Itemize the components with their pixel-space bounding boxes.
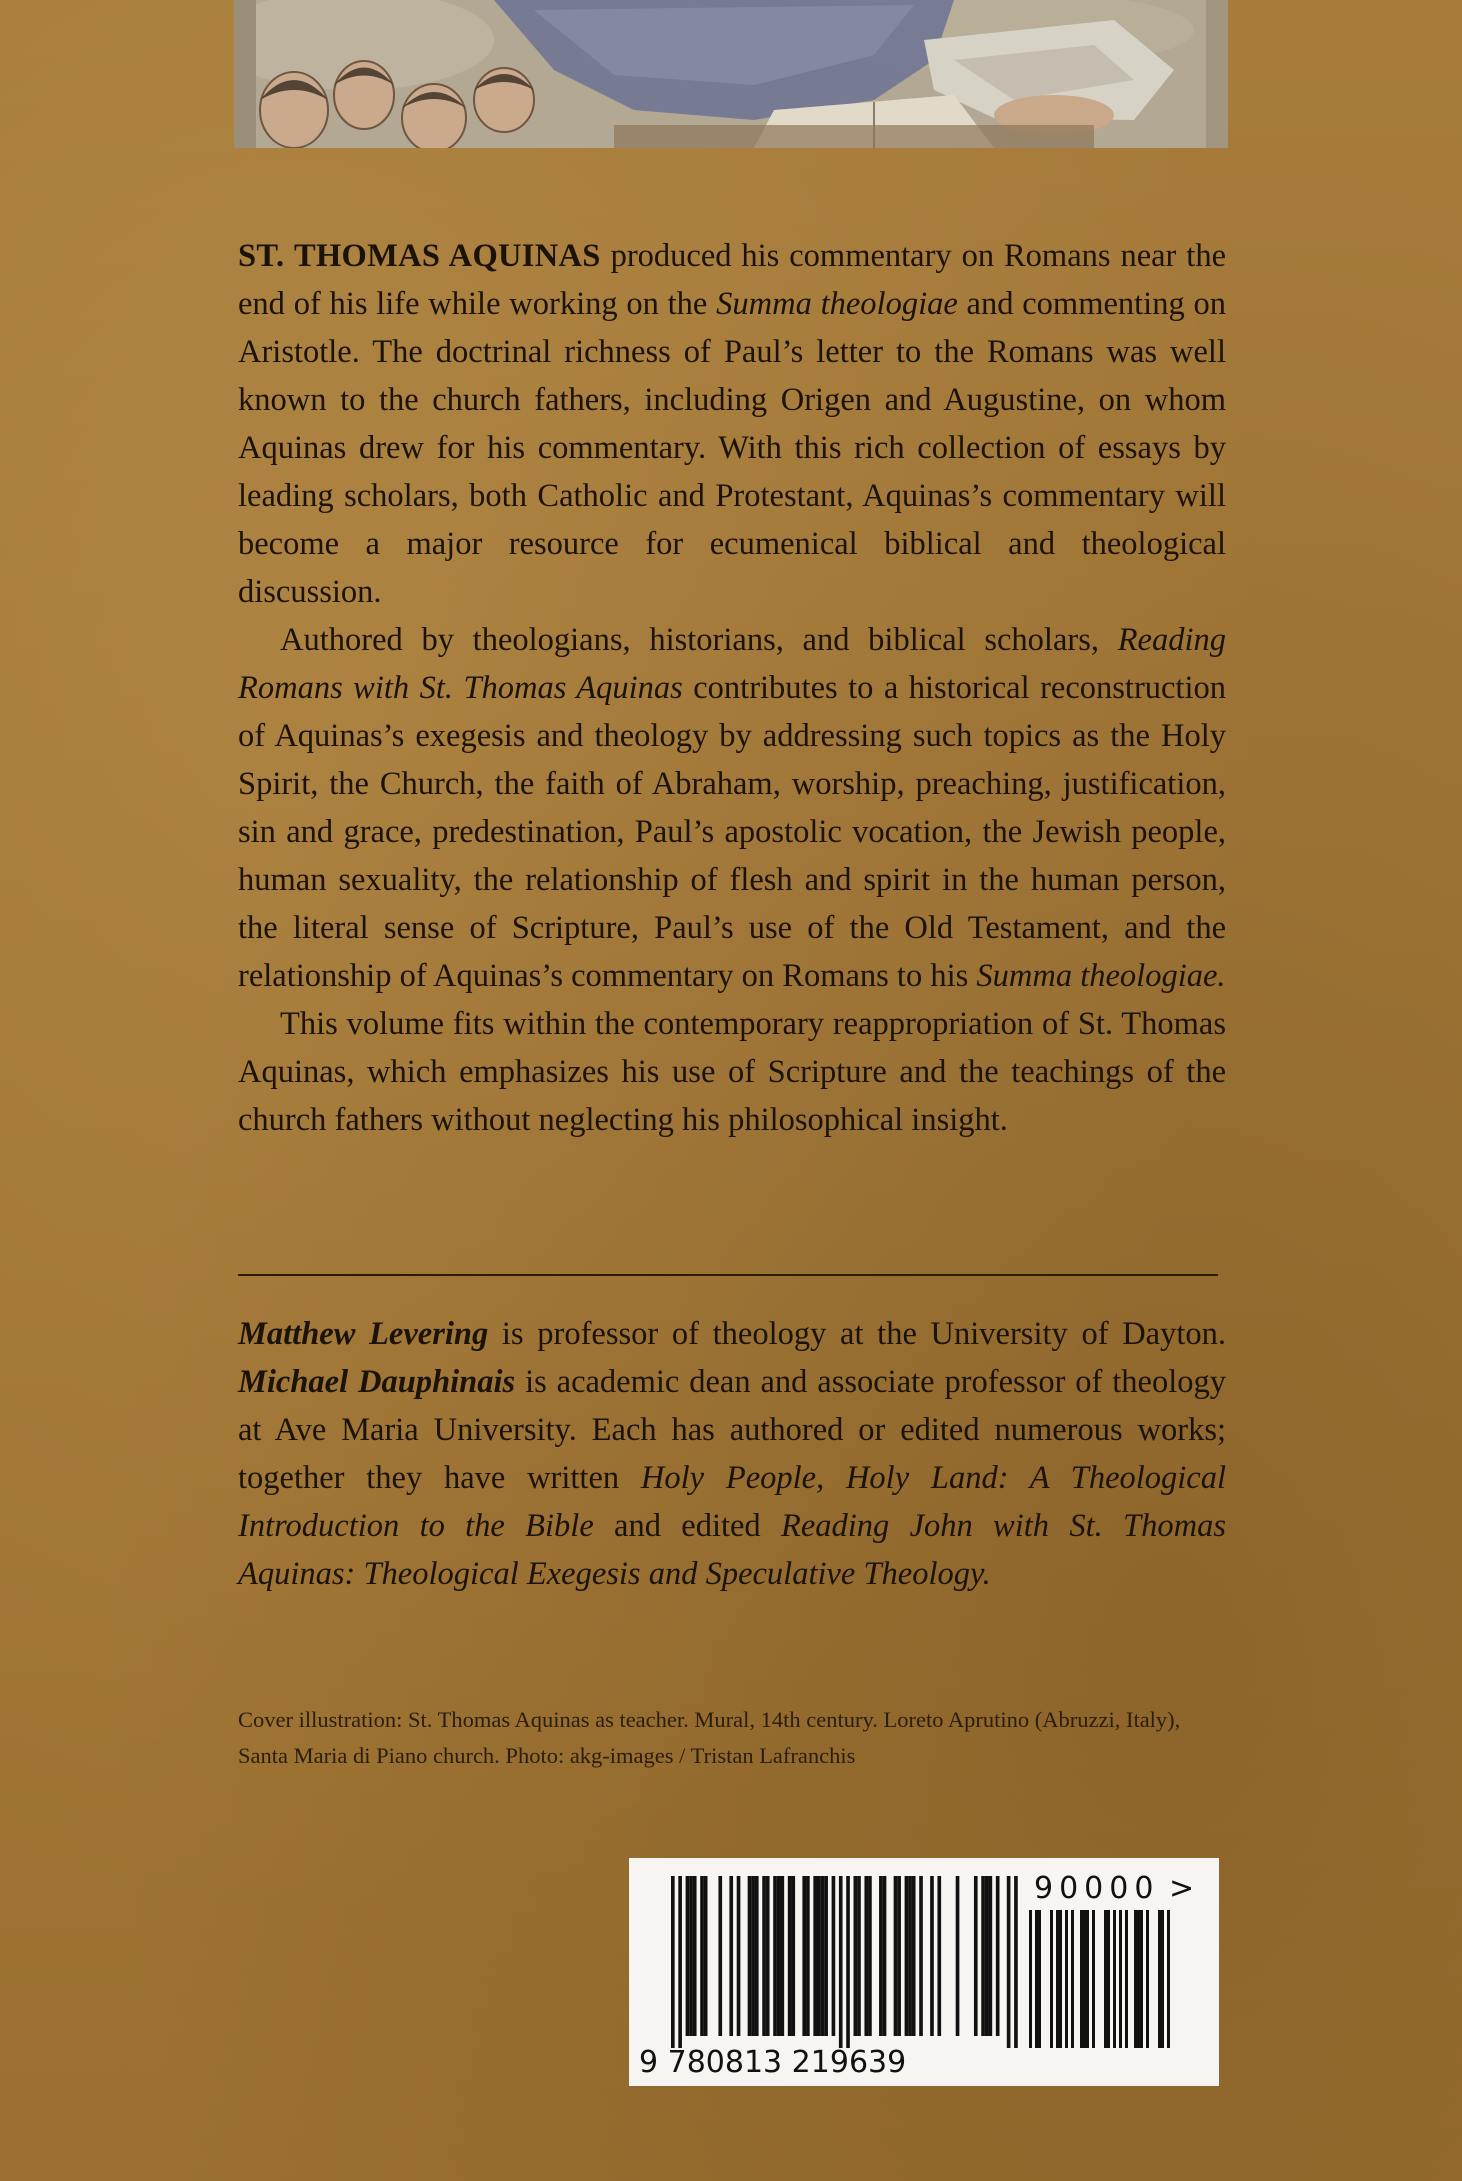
barcode-addon-bar (1140, 1910, 1143, 2048)
barcode-addon-bar (1050, 1910, 1053, 2048)
barcode-bar (729, 1876, 733, 2036)
bio-italic-title: Reading John with St. Thomas Aquinas: Theological Exegesis and Speculative Theology. (238, 1508, 1226, 1592)
barcode-bar (883, 1876, 887, 2036)
barcode-bar (832, 1876, 836, 2036)
barcode-addon-bar (1065, 1910, 1068, 2048)
barcode-addon-bar (1107, 1910, 1110, 2048)
barcode-bar (718, 1876, 722, 2036)
barcode-bar (689, 1876, 693, 2036)
barcode-addon-bar (1167, 1910, 1170, 2048)
barcode-bar (755, 1876, 759, 2036)
barcode-bar (788, 1876, 792, 2036)
barcode-bar (748, 1876, 752, 2036)
barcode-addon-bar (1080, 1910, 1083, 2048)
addon-digits: 90000 (1034, 1871, 1160, 1906)
barcode-addon-bar (1071, 1910, 1074, 2048)
barcode-bar (996, 1876, 1000, 2036)
barcode-addon-bar (1134, 1910, 1137, 2048)
barcode-bar (846, 1876, 850, 2048)
barcode-bar (802, 1876, 806, 2036)
barcode-bar (897, 1876, 901, 2036)
barcode-bar (777, 1876, 781, 2036)
author-name-2: Michael Dauphinais (238, 1364, 516, 1400)
barcode-addon-bar (1161, 1910, 1164, 2048)
barcode-addon-bar (1113, 1910, 1116, 2048)
barcode-bar (781, 1876, 785, 2036)
barcode-bar (956, 1876, 960, 2036)
author-name-1: Matthew Levering (238, 1316, 489, 1352)
bio-text: is professor of theology at the University of Dayton. (488, 1316, 1226, 1352)
barcode-bar (974, 1876, 978, 2036)
isbn-barcode (629, 1858, 1219, 2086)
blurb-text: Authored by theologians, historians, and biblical scholars, (280, 622, 1118, 658)
barcode-bar (686, 1876, 690, 2036)
blurb-lead-name: ST. THOMAS AQUINAS (238, 238, 601, 274)
barcode-bar (937, 1876, 941, 2036)
barcode-bar (1014, 1876, 1018, 2048)
barcode-bar (879, 1876, 883, 2036)
blurb-text: and commenting on Aristotle. The doctrinal richness of Paul’s letter to the Romans was well known to the church fathers, including Origen and Augustine, on whom Aquinas drew for his commentary. With this rich collection of essays by leading scholars, both Catholic and Protestant, Aquinas’s commentary will become a major resource for ecumenical biblical and theological discussion. (238, 286, 1226, 610)
barcode-bar (671, 1876, 675, 2048)
bio-italic-title: Holy People, Holy Land: A Theological Introduction to the Bible (238, 1460, 1227, 1544)
barcode-addon-bar (1158, 1910, 1161, 2048)
blurb-text: produced his commentary on Romans near the end of his life while working on the (238, 238, 1226, 322)
barcode-addon-bar (1137, 1910, 1140, 2048)
barcode-addon-bar (1119, 1910, 1122, 2048)
barcode-bar (700, 1876, 704, 2036)
barcode-bar (762, 1876, 766, 2036)
barcode-bar (813, 1876, 817, 2036)
addon-arrow: > (1169, 1871, 1195, 1906)
barcode-bar (854, 1876, 858, 2036)
barcode-addon-bar (1038, 1910, 1041, 2048)
barcode-bar (773, 1876, 777, 2036)
blurb-italic-title: Summa theologiae. (976, 958, 1226, 994)
barcode-bar (821, 1876, 825, 2036)
blurb-paragraph-2 (238, 616, 1226, 1000)
barcode-addon-bar (1086, 1910, 1089, 2048)
blurb-paragraph-3 (238, 1000, 1226, 1144)
barcode-graphic (629, 1858, 1219, 2086)
barcode-bar (791, 1876, 795, 2036)
author-bio (238, 1310, 1226, 1598)
barcode-bar (704, 1876, 708, 2036)
barcode-bar (894, 1876, 898, 2036)
barcode-bar (905, 1876, 909, 2036)
barcode-bar (678, 1876, 682, 2048)
barcode-bar (912, 1876, 916, 2036)
barcode-bar (824, 1876, 828, 2036)
barcode-bar (806, 1876, 810, 2036)
blurb-text: contributes to a historical reconstruction of Aquinas’s exegesis and theology by addressing such topics as the Holy Spirit, the Church, the faith of Abraham, worship, preaching, justification, sin and grace, predestination, Paul’s apostolic vocation, the Jewish people, human sexuality, the relationship of flesh and spirit in the human person, the literal sense of Scripture, Paul’s use of the Old Testament, and the relationship of Aquinas’s commentary on Romans to his (238, 670, 1226, 994)
bio-paragraph (238, 1310, 1226, 1598)
barcode-bar (919, 1876, 923, 2036)
barcode-bar (1007, 1876, 1011, 2048)
barcode-main-bars (671, 1876, 1018, 2048)
barcode-addon-bar (1029, 1910, 1032, 2048)
bio-text: is academic dean and associate professor of theology at Ave Maria University. Each has authored or edited numerous works; together they have written (238, 1364, 1226, 1496)
barcode-addon-bar (1146, 1910, 1149, 2048)
barcode-addon-bar (1083, 1910, 1086, 2048)
barcode-bar (857, 1876, 861, 2036)
barcode-bar (766, 1876, 770, 2036)
barcode-bar (985, 1876, 989, 2036)
cover-illustration (234, 0, 1228, 148)
blurb-text: This volume fits within the contemporary reappropriation of St. Thomas Aquinas, which emphasizes his use of Scripture and the teachings of the church fathers without neglecting his philosophical insight. (238, 1006, 1226, 1138)
barcode-bar (751, 1876, 755, 2036)
isbn-digits: 9 780813 219639 (639, 2045, 907, 2080)
barcode-addon-bar (1035, 1910, 1038, 2048)
cover-illustration-credit: Cover illustration: St. Thomas Aquinas as teacher. Mural, 14th century. Loreto Aprutino (Abruzzi, Italy), Santa Maria di Piano church. Photo: akg-images / Tristan Lafranchis (238, 1707, 1181, 1768)
bio-text: and edited (593, 1508, 781, 1544)
barcode-bar (908, 1876, 912, 2036)
mural-fragment-illustration (234, 0, 1228, 148)
barcode-addon-bar (1104, 1910, 1107, 2048)
barcode-bar (868, 1876, 872, 2036)
section-divider (238, 1274, 1218, 1276)
barcode-bar (930, 1876, 934, 2036)
barcode-addon-bars (1029, 1910, 1170, 2048)
barcode-bar (981, 1876, 985, 2036)
blurb-paragraph-1 (238, 232, 1226, 616)
barcode-bar (864, 1876, 868, 2036)
back-cover-blurb (238, 232, 1226, 1144)
barcode-addon-bar (1092, 1910, 1095, 2048)
barcode-addon-bar (1059, 1910, 1062, 2048)
barcode-addon-bar (1125, 1910, 1128, 2048)
barcode-addon-bar (1056, 1910, 1059, 2048)
barcode-bar (693, 1876, 697, 2036)
barcode-bar (989, 1876, 993, 2036)
barcode-bar (817, 1876, 821, 2036)
barcode-bar (737, 1876, 741, 2036)
barcode-bar (839, 1876, 843, 2048)
blurb-italic-title: Summa theologiae (716, 286, 958, 322)
blurb-italic-title: Reading Romans with St. Thomas Aquinas (238, 622, 1226, 706)
